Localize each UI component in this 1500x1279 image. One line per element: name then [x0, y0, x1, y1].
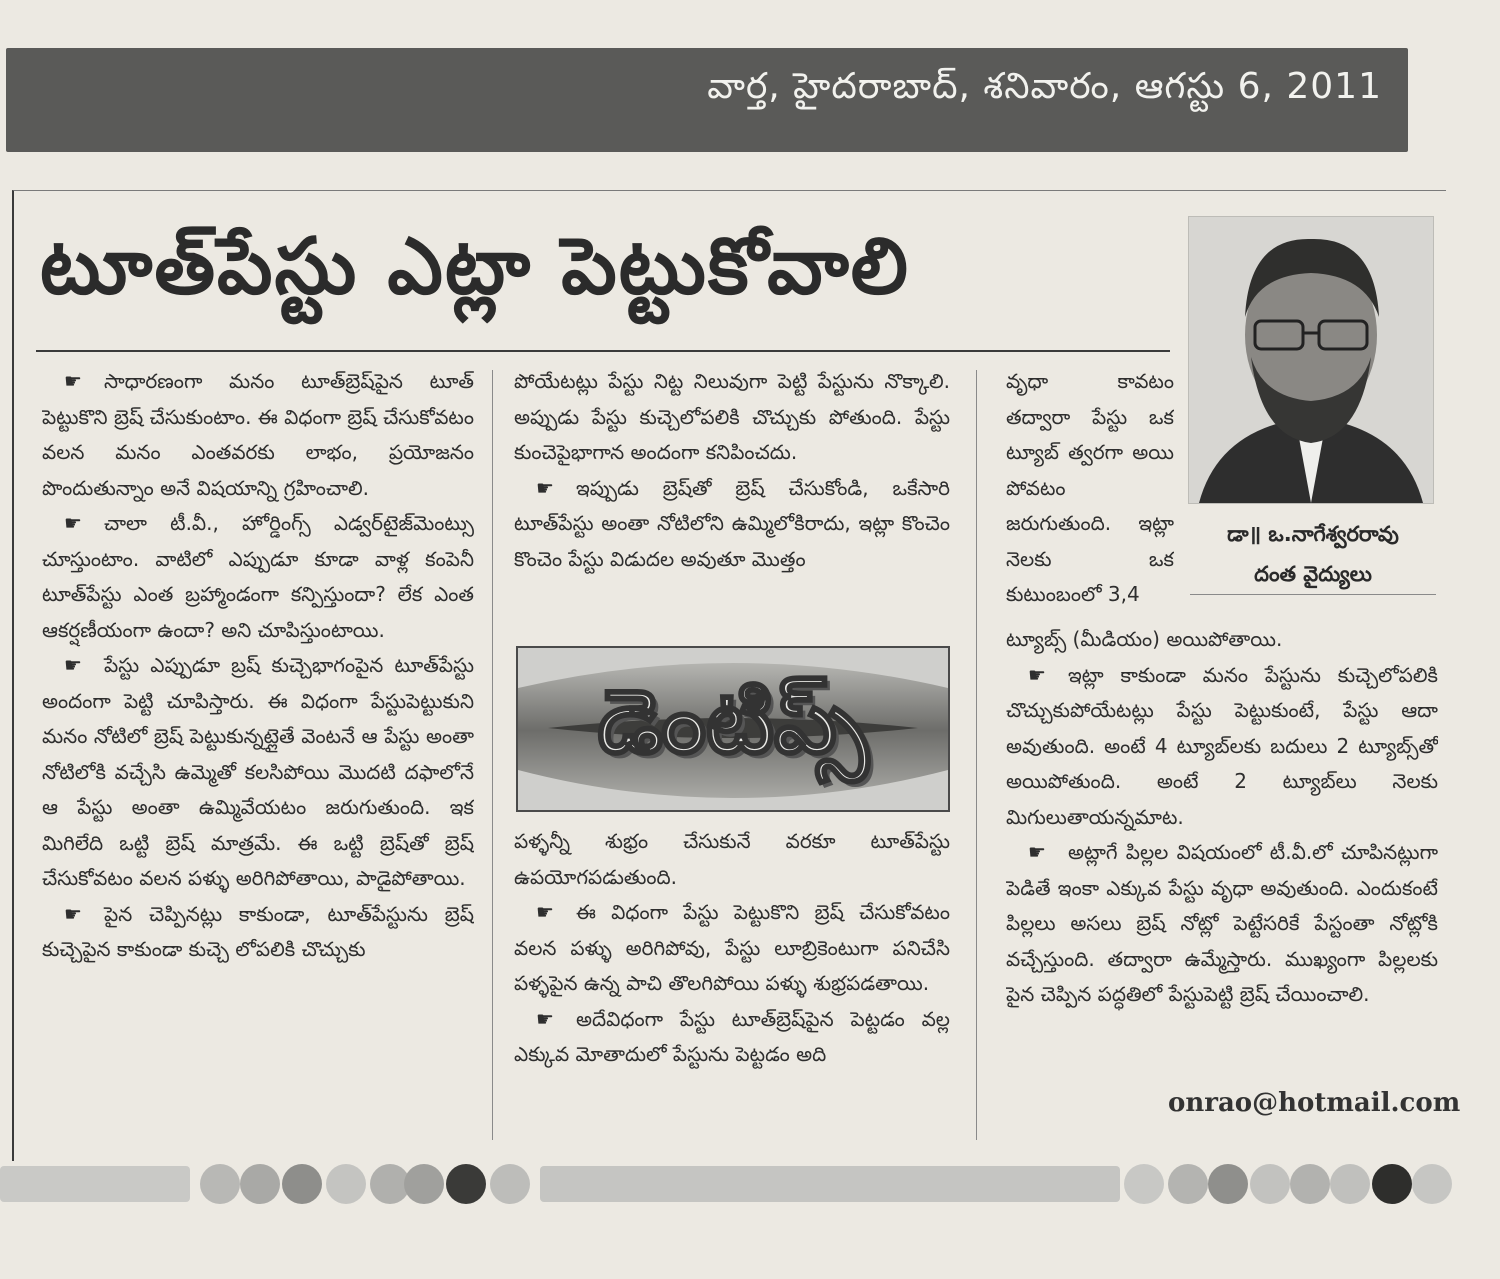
pointing-hand-icon: ☛	[1028, 662, 1046, 687]
paragraph: ☛ ఈ విధంగా పేస్టు పెట్టుకొని బ్రెష్ చేసుకోవటం వలన పళ్ళు అరిగిపోవు, పేస్టు లూబ్రికెంటుగా పనిచేసి పళ్ళపైన ఉన్న పాచి తొలగిపోయి పళ్ళు శుభ్రపడతాయి.	[514, 895, 950, 1002]
footer-dot	[240, 1164, 280, 1204]
footer-bar	[540, 1166, 1120, 1202]
paragraph: వృధా కావటం తద్వారా పేస్టు ఒక ట్యూబ్ త్వరగా అయి పోవటం జరుగుతుంది. ఇట్లా నెలకు ఒక కుటుంబంలో 3,4	[1006, 369, 1174, 606]
footer-dot	[490, 1164, 530, 1204]
article-headline: టూత్‌పేస్టు ఎట్లా పెట్టుకోవాలి	[40, 222, 910, 312]
paragraph: పోయేటట్లు పేస్టు నిట్ట నిలువుగా పెట్టి పేస్టును నొక్కాలి. అప్పుడు పేస్టు కుచ్చెలోపలికి చొచ్చుకు పోతుంది. పేస్టు కుంచెపైభాగాన అందంగా కనిపించదు.	[514, 369, 950, 464]
author-photo	[1188, 216, 1434, 504]
pointing-hand-icon: ☛	[536, 475, 554, 500]
byline-rule	[1190, 594, 1436, 595]
footer-dot	[1412, 1164, 1452, 1204]
author-name: డా॥ ఒ.నాగేశ్వరరావు	[1227, 522, 1399, 546]
footer-dot	[1250, 1164, 1290, 1204]
column-rule-2	[976, 370, 977, 1140]
footer-dot	[1208, 1164, 1248, 1204]
footer-dot	[326, 1164, 366, 1204]
dentips-title: డెంటిప్స్	[597, 670, 869, 773]
footer-dot	[1372, 1164, 1412, 1204]
paragraph: ☛ ఇట్లా కాకుండా మనం పేస్టును కుచ్చెలోపలికి చొచ్చుకుపోయేటట్లు పేస్టు పెట్టుకుంటే, పేస్టు ఆదా అవుతుంది. అంటే 4 ట్యూబ్‌లకు బదులు 2 ట్యూబ్స్‌తో అయిపోతుంది. అంటే 2 ట్యూబ్‌లు నెలకు మిగులుతాయన్నమాట.	[1006, 658, 1438, 836]
column-1	[42, 364, 474, 1164]
author-email: onrao@hotmail.com	[1168, 1088, 1461, 1118]
paragraph: ☛ చాలా టీ.వీ., హోర్డింగ్స్ ఎడ్వర్‌టైజ్‌మెంట్సు చూస్తుంటాం. వాటిలో ఎప్పుడూ కూడా వాళ్ల కంపెనీ టూత్‌పేస్టు ఎంత బ్రహ్మాండంగా కన్పిస్తుందా? లేక ఎంత ఆకర్షణీయంగా ఉందా? అని చూపిస్తుంటాయి.	[42, 506, 474, 648]
pointing-hand-icon: ☛	[64, 511, 82, 535]
footer-dot	[404, 1164, 444, 1204]
pointing-hand-icon: ☛	[64, 653, 82, 677]
footer-bar	[0, 1166, 190, 1202]
author-caption	[1188, 514, 1438, 594]
person-portrait-icon	[1189, 217, 1433, 503]
paragraph: ☛ సాధారణంగా మనం టూత్‌బ్రెష్‌పైన టూత్ పెట్టుకొని బ్రెష్ చేసుకుంటాం. ఈ విధంగా బ్రెష్ చేసుకోవటం వలన మనం ఎంతవరకు లాభం, ప్రయోజనం పొందుతున్నాం అనే విషయాన్ని గ్రహించాలి.	[42, 364, 474, 506]
pointing-hand-icon: ☛	[536, 1006, 554, 1031]
column-2-bottom	[514, 824, 950, 1144]
paragraph: ☛ అట్లాగే పిల్లల విషయంలో టీ.వీ.లో చూపినట్లుగా పెడితే ఇంకా ఎక్కువ పేస్టు వృధా అవుతుంది. ఎందుకంటే పిల్లలు అసలు బ్రెష్ నోట్లో పెట్టేసరికే పేస్టంతా నోట్లోకి వచ్చేస్తుంది. తద్వారా ఉమ్మేస్తారు. ముఖ్యంగా పిల్లలకు పైన చెప్పిన పద్ధతిలో పేస్టుపెట్టి బ్రెష్ చేయించాలి.	[1006, 835, 1438, 1013]
column-2-top	[514, 364, 950, 636]
paragraph: ☛ పేస్టు ఎప్పుడూ బ్రష్ కుచ్చెభాగంపైన టూత్‌పేస్టు అందంగా పెట్టి చూపిస్తారు. ఈ విధంగా పేస్టుపెట్టుకుని మనం నోటిలో బ్రెష్ పెట్టుకున్నట్లైతే వెంటనే ఆ పేస్టు అంతా నోటిలోకి వచ్చేసి ఉమ్మెతో కలసిపోయి మొదటి దఫాలోనే ఆ పేస్టు అంతా ఉమ్మివేయటం జరుగుతుంది. ఇక మిగిలేది ఒట్టి బ్రెష్ మాత్రమే. ఈ ఒట్టి బ్రెష్‌తో బ్రెష్ చేసుకోవటం వలన పళ్ళు అరిగిపోతాయి, పాడైపోతాయి.	[42, 648, 474, 897]
footer-dot	[282, 1164, 322, 1204]
footer-dot	[1124, 1164, 1164, 1204]
paragraph: ☛ పైన చెప్పినట్లు కాకుండా, టూత్‌పేస్టును బ్రెష్ కుచ్చెపైన కాకుండా కుచ్చె లోపలికి చొచ్చుకు	[42, 897, 474, 968]
footer-dot	[1330, 1164, 1370, 1204]
paragraph: ☛ ఇప్పుడు బ్రెష్‌తో బ్రెష్ చేసుకోండి, ఒకేసారి టూత్‌పేస్టు అంతా నోటిలోని ఉమ్మిలోకిరాదు, ఇట్లా కొంచెం కొంచెం పేస్టు విడుదల అవుతూ మొత్తం	[514, 471, 950, 578]
pointing-hand-icon: ☛	[64, 369, 82, 393]
pointing-hand-icon: ☛	[1028, 840, 1046, 864]
paragraph: ☛ అదేవిధంగా పేస్టు టూత్‌బ్రెష్‌పైన పెట్టడం వల్ల ఎక్కువ మోతాదులో పేస్టును పెట్టడం అది	[514, 1002, 950, 1073]
paragraph: పళ్ళన్నీ శుభ్రం చేసుకునే వరకూ టూత్‌పేస్టు ఉపయోగపడుతుంది.	[514, 829, 950, 889]
masthead-title: వార్త, హైదరాబాద్, శనివారం, ఆగస్టు 6, 2011	[707, 66, 1382, 107]
footer-dot	[200, 1164, 240, 1204]
masthead-bar	[6, 48, 1408, 152]
pointing-hand-icon: ☛	[536, 900, 554, 924]
footer-dot	[446, 1164, 486, 1204]
paragraph: ట్యూబ్స్ (మీడియం) అయిపోతాయి.	[1006, 627, 1283, 651]
footer-dot	[1168, 1164, 1208, 1204]
column-3-narrow	[1006, 364, 1174, 634]
headline-rule	[36, 350, 1170, 352]
dentips-banner	[516, 646, 950, 812]
author-title: దంత వైద్యులు	[1254, 562, 1372, 586]
pointing-hand-icon: ☛	[64, 901, 82, 926]
footer-dot	[1290, 1164, 1330, 1204]
column-3-wide	[1006, 622, 1438, 1082]
column-rule-1	[492, 370, 493, 1140]
